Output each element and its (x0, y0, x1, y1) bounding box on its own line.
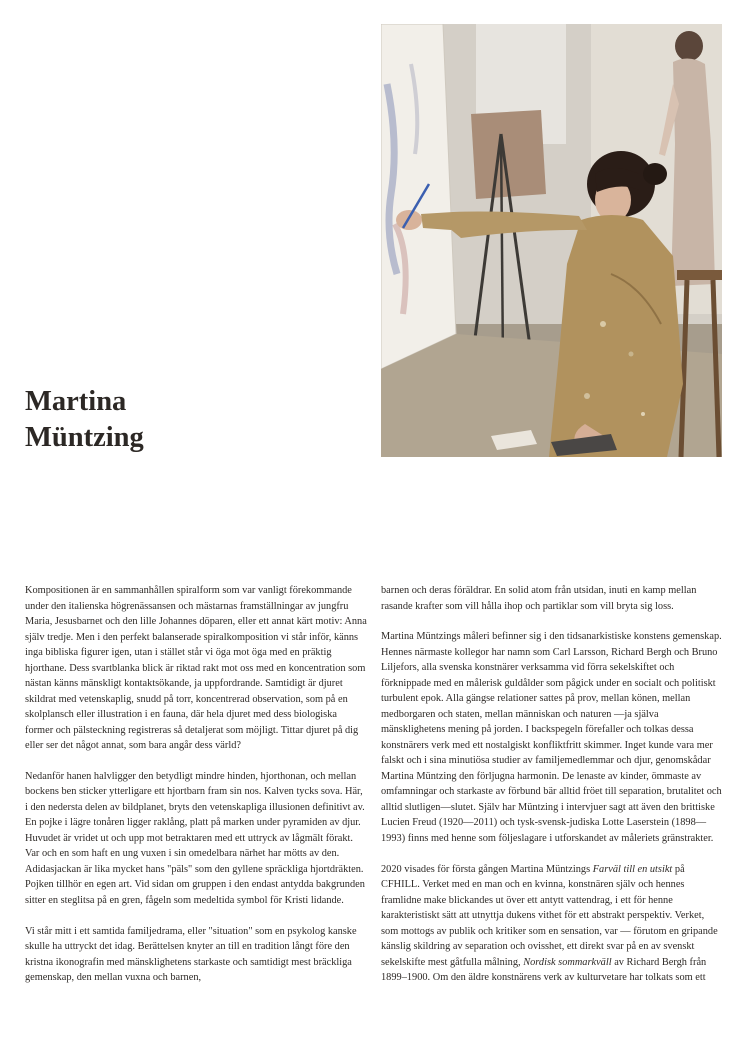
text-column-right (381, 583, 723, 986)
paragraph: Vi står mitt i ett samtida familjedrama, eller "situation" som en psykolog kanske skulle ha uttryckt det idag. Berättelsen knyter an till en tradition långt före den kristna ikonografin med mänsklighetens starkaste och samtidigt mest bräckliga gemenskap, den mellan vuxna och barnen, (25, 925, 357, 984)
artwork-title-farval: Farväl till en utsikt (592, 863, 673, 875)
page-title (25, 384, 144, 456)
paragraph: Nedanför hanen halvligger den betydligt mindre hinden, hjorthonan, och mellan bockens ben sticker ytterligare ett hjortbarn fram sin nos. Kalven tycks sova. Här, i den nedersta delen av bildplanet, bryts den vetenskapliga illusionen definitivt av. En pojke i lägre tonåren ligger raklång, platt på marken under pyramiden av djur. Huvudet är vridet ut och upp mot betraktaren med ett uttryck av lågmält förakt. Var och en som haft en ung vuxen i sin omedelbara närhet har mötts av den. Adidasjackan är lika mycket hans "päls" som den gyllene spräckliga hjortdräkten. Pojken tillhör en egen art. Vid sidan om gruppen i den endast antydda bakgrunden sitter en steglitsa på en gren, fågeln som medeltida symbol för Kristi lidande. (25, 770, 365, 906)
paragraph (381, 862, 723, 986)
title-line-last-name: Müntzing (25, 422, 144, 453)
title-line-first-name: Martina (25, 386, 127, 417)
paragraph: Kompositionen är en sammanhållen spiralform som var vanligt förekommande under den italienska högrenässansen och mästarnas framställningar av jungfru Maria, Jesusbarnet och den lille Johannes döparen, eller ett annat kärt motiv: Anna själv tredje. Men i den perfekt balanserade spiralkomposition vi står inför, känns inga bibliska figurer igen, utan i stället står vi öga mot öga med en präktig hjorthane. Dess svartblanka blick är riktad rakt mot oss med en koncentration som nästan känns mänskligt kontaktsökande, ja uppfordrande. Samtidigt är djuret skildrat med vetenskaplig, snudd på torr, koncentrerad observation, som på en skolplansch eller illustration i en fauna, där hela djuret med dess biologiska former och pälsteckning registreras så detaljerat som möjligt. Tittar djuret på dig eller ser det något annat, som bara angår dess värld? (25, 585, 367, 751)
text-run: på CFHILL. Verket med en man och en kvinna, konstnären själv och hennes framlidne make blickandes ut över ett antytt vattendrag, i ett för henne karakteristiskt sätt att utnyttja dukens vithet för ett abstrakt perspektiv. Verket, som mottogs av publik och kritiker som en sensation, var — förutom en gripande känslig skildring av separation och ovisshet, ett direkt svar på en av svenskt sekelskifte mest gåtfulla målning, (381, 863, 718, 968)
text-column-left (25, 583, 367, 986)
artwork-title-nordisk-sommarkvall: Nordisk sommarkväll (523, 956, 612, 968)
text-run: av Richard Bergh från 1899–1900. Om den äldre konstnärens verk av kulturvetare har tolkats som ett (381, 956, 707, 984)
text-run: 2020 visades för första gången Martina Müntzings (381, 863, 593, 875)
paragraph: Martina Müntzings måleri befinner sig i den tidsanarkistiske konstens gemenskap. Hennes närmaste kollegor har namn som Carl Larsson, Richard Bergh och Bruno Liljefors, alla svenska konstnärer verksamma vid förra sekelskiftet och förknippade med en målerisk guldålder som pågick under en socialt och politiskt turbulent epok. Alla gängse relationer sattes på prov, mellan könen, mellan medborgaren och staten, mellan människan och naturen —ja själva mänsklighetens mening på jorden. I backspegeln förefaller och tolkas dessa konstnärers verk med ett nostalgiskt konfliktfritt skimmer. Inget kunde vara mer falskt och i sina minutiösa studier av familjemedlemmar och djur, genomskådar Martina Müntzing den förljugna harmonin. De lenaste av kinder, ömmaste av omfamningar och starkaste av förbund bär alltid fröet till separation, brutalitet och alltid slutligen—slutet. Själv har Müntzing i intervjuer sagt att även den brittiske Lucien Freud (1920—2011) och tysk-svensk-judiska Lotte Laserstein (1898—1993) finns med henne som följeslagare i utforskandet av måleriets gränstrakter. (381, 631, 722, 844)
paragraph: barnen och deras föräldrar. En solid atom från utsidan, inuti en kamp mellan rasande krafter som vill hålla ihop och partiklar som vill bryta sig loss. (381, 585, 697, 612)
artist-photo (381, 24, 722, 457)
artist-painting-photo-icon (381, 24, 722, 457)
